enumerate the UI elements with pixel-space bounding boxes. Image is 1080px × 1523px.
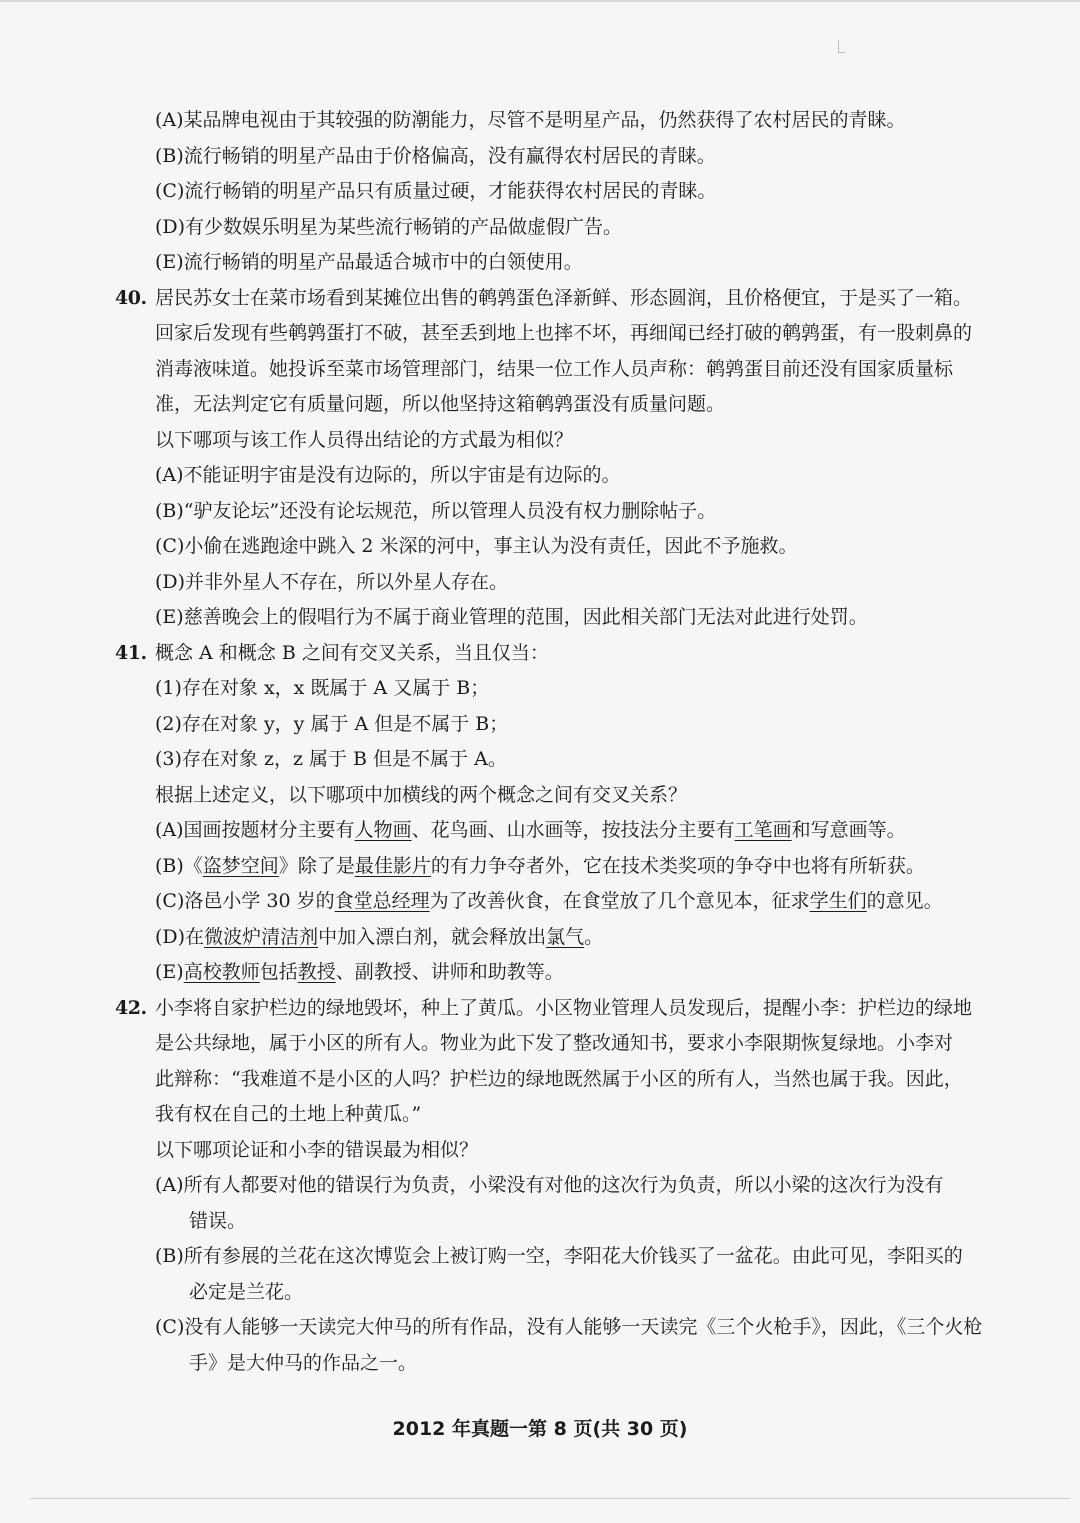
text-segment: (E) [155, 961, 184, 983]
text-segment: 和写意画等。 [791, 819, 906, 841]
scan-edge-bottom [30, 1498, 1070, 1499]
q40-option-c: (C)小偷在逃跑途中跳入 2 米深的河中，事主认为没有责任，因此不予施救。 [155, 535, 798, 557]
underlined-concept: 最佳影片 [354, 854, 431, 877]
text-segment: 的有力争夺者外，它在技术类奖项的争夺中也将有所斩获。 [430, 854, 925, 877]
q42-stem-text-1: 小李将自家护栏边的绿地毁坏，种上了黄瓜。小区物业管理人员发现后，提醒小李：护栏边的绿地 [155, 996, 973, 1019]
q41-option-a [155, 813, 995, 849]
q40-stem-text-1: 居民苏女士在菜市场看到某摊位出售的鹌鹑蛋色泽新鲜、形态圆润，且价格便宜，于是买了一箱。 [155, 286, 973, 309]
underlined-concept: 微波炉清洁剂 [204, 925, 319, 948]
text-segment: 的意见。 [866, 890, 943, 912]
q41-number: 41. [115, 641, 147, 664]
q41-stem-text-1: 概念 A 和概念 B 之间有交叉关系，当且仅当： [155, 641, 549, 664]
q41-condition-2: (2)存在对象 y，y 属于 A 但是不属于 B； [155, 712, 509, 735]
text-segment: 为了改善伙食，在食堂放了几个意见本，征求 [429, 890, 810, 912]
q39-option-e: (E)流行畅销的明星产品最适合城市中的白领使用。 [155, 251, 583, 273]
q39-option-b: (B)流行畅销的明星产品由于价格偏高，没有赢得农村居民的青睐。 [155, 144, 716, 167]
underlined-concept: 盗梦空间 [202, 854, 279, 877]
q40-stem-line-2: 回家后发现有些鹌鹑蛋打不破，甚至丢到地上也摔不坏，再细闻已经打破的鹌鹑蛋，有一股刺鼻的 [155, 322, 973, 344]
text-segment: (C)洛邑小学 30 岁的 [155, 890, 335, 912]
text-segment: (A)国画按题材分主要有 [155, 819, 355, 841]
text-segment: (D)在 [155, 925, 205, 948]
text-segment: 。 [584, 925, 604, 948]
q40-question: 以下哪项与该工作人员得出结论的方式最为相似？ [155, 428, 574, 451]
text-segment: 、副教授、讲师和助教等。 [335, 961, 564, 983]
q42-option-b-line-2: 必定是兰花。 [189, 1280, 304, 1303]
q40-stem-line-3: 消毒液味道。她投诉至菜市场管理部门，结果一位工作人员声称：鹌鹑蛋目前还没有国家质量标 [155, 357, 954, 380]
scan-edge-top [0, 0, 1080, 2]
underlined-concept: 教授 [297, 961, 336, 983]
q41-option-c [155, 884, 995, 920]
q39-option-d: (D)有少数娱乐明星为某些流行畅销的产品做虚假广告。 [155, 215, 623, 238]
q42-question: 以下哪项论证和小李的错误最为相似？ [155, 1138, 479, 1161]
page-footer: 2012 年真题一第 8 页(共 30 页) [392, 1418, 688, 1440]
page-content [115, 103, 995, 1381]
q40-option-a: (A)不能证明宇宙是没有边际的，所以宇宙是有边际的。 [155, 464, 621, 486]
q42-number: 42. [115, 996, 147, 1019]
q42-stem-line-1 [115, 991, 995, 1027]
q41-condition-1: (1)存在对象 x，x 既属于 A 又属于 B； [155, 677, 490, 699]
underlined-concept: 学生们 [809, 890, 867, 912]
q42-option-a-line-2: 错误。 [189, 1209, 247, 1232]
q42-option-a-line-1: (A)所有人都要对他的错误行为负责，小梁没有对他的这次行为负责，所以小梁的这次行为没有 [155, 1174, 944, 1196]
text-segment: 、花鸟画、山水画等，按技法分主要有 [411, 819, 735, 841]
underlined-concept: 氯气 [546, 925, 585, 948]
underlined-concept: 工笔画 [734, 819, 792, 841]
q41-stem-line-1 [115, 636, 995, 672]
q40-number: 40. [115, 286, 147, 309]
q41-question: 根据上述定义，以下哪项中加横线的两个概念之间有交叉关系？ [155, 783, 688, 806]
q40-option-d: (D)并非外星人不存在，所以外星人存在。 [155, 570, 509, 593]
q40-option-e: (E)慈善晚会上的假唱行为不属于商业管理的范围，因此相关部门无法对此进行处罚。 [155, 606, 868, 628]
text-segment: (B)《 [155, 854, 203, 877]
q41-condition-3: (3)存在对象 z，z 属于 B 但是不属于 A。 [155, 748, 507, 770]
underlined-concept: 人物画 [354, 819, 412, 841]
q42-option-b-line-1: (B)所有参展的兰花在这次博览会上被订购一空，李阳花大价钱买了一盆花。由此可见，李阳买的 [155, 1245, 963, 1267]
scan-mark [838, 40, 845, 53]
underlined-concept: 高校教师 [183, 961, 260, 983]
q41-option-e [155, 955, 995, 991]
q39-option-a: (A)某品牌电视由于其较强的防潮能力，尽管不是明星产品，仍然获得了农村居民的青睐。 [155, 109, 906, 131]
q40-stem-line-1 [115, 281, 995, 317]
underlined-concept: 食堂总经理 [334, 890, 430, 912]
q42-stem-line-3: 此辩称：“我难道不是小区的人吗？护栏边的绿地既然属于小区的所有人，当然也属于我。因此， [155, 1067, 963, 1090]
q41-option-b [155, 849, 995, 885]
q39-option-c: (C)流行畅销的明星产品只有质量过硬，才能获得农村居民的青睐。 [155, 180, 717, 202]
text-segment: 中加入漂白剂，就会释放出 [318, 925, 547, 948]
text-segment: 》除了是 [278, 854, 355, 877]
q42-stem-line-4: 我有权在自己的土地上种黄瓜。” [155, 1103, 422, 1125]
q40-option-b: (B)“驴友论坛”还没有论坛规范，所以管理人员没有权力删除帖子。 [155, 499, 717, 522]
q42-option-c-line-1: (C)没有人能够一天读完大仲马的所有作品，没有人能够一天读完《三个火枪手》，因此，《三个火枪 [155, 1316, 983, 1338]
text-segment: 包括 [259, 961, 298, 983]
q41-option-d [155, 920, 995, 956]
q42-option-c-line-2: 手》是大仲马的作品之一。 [189, 1351, 418, 1374]
q42-stem-line-2: 是公共绿地，属于小区的所有人。物业为此下发了整改通知书，要求小李限期恢复绿地。小李对 [155, 1032, 954, 1054]
q40-stem-line-4: 准，无法判定它有质量问题，所以他坚持这箱鹌鹑蛋没有质量问题。 [155, 393, 726, 415]
